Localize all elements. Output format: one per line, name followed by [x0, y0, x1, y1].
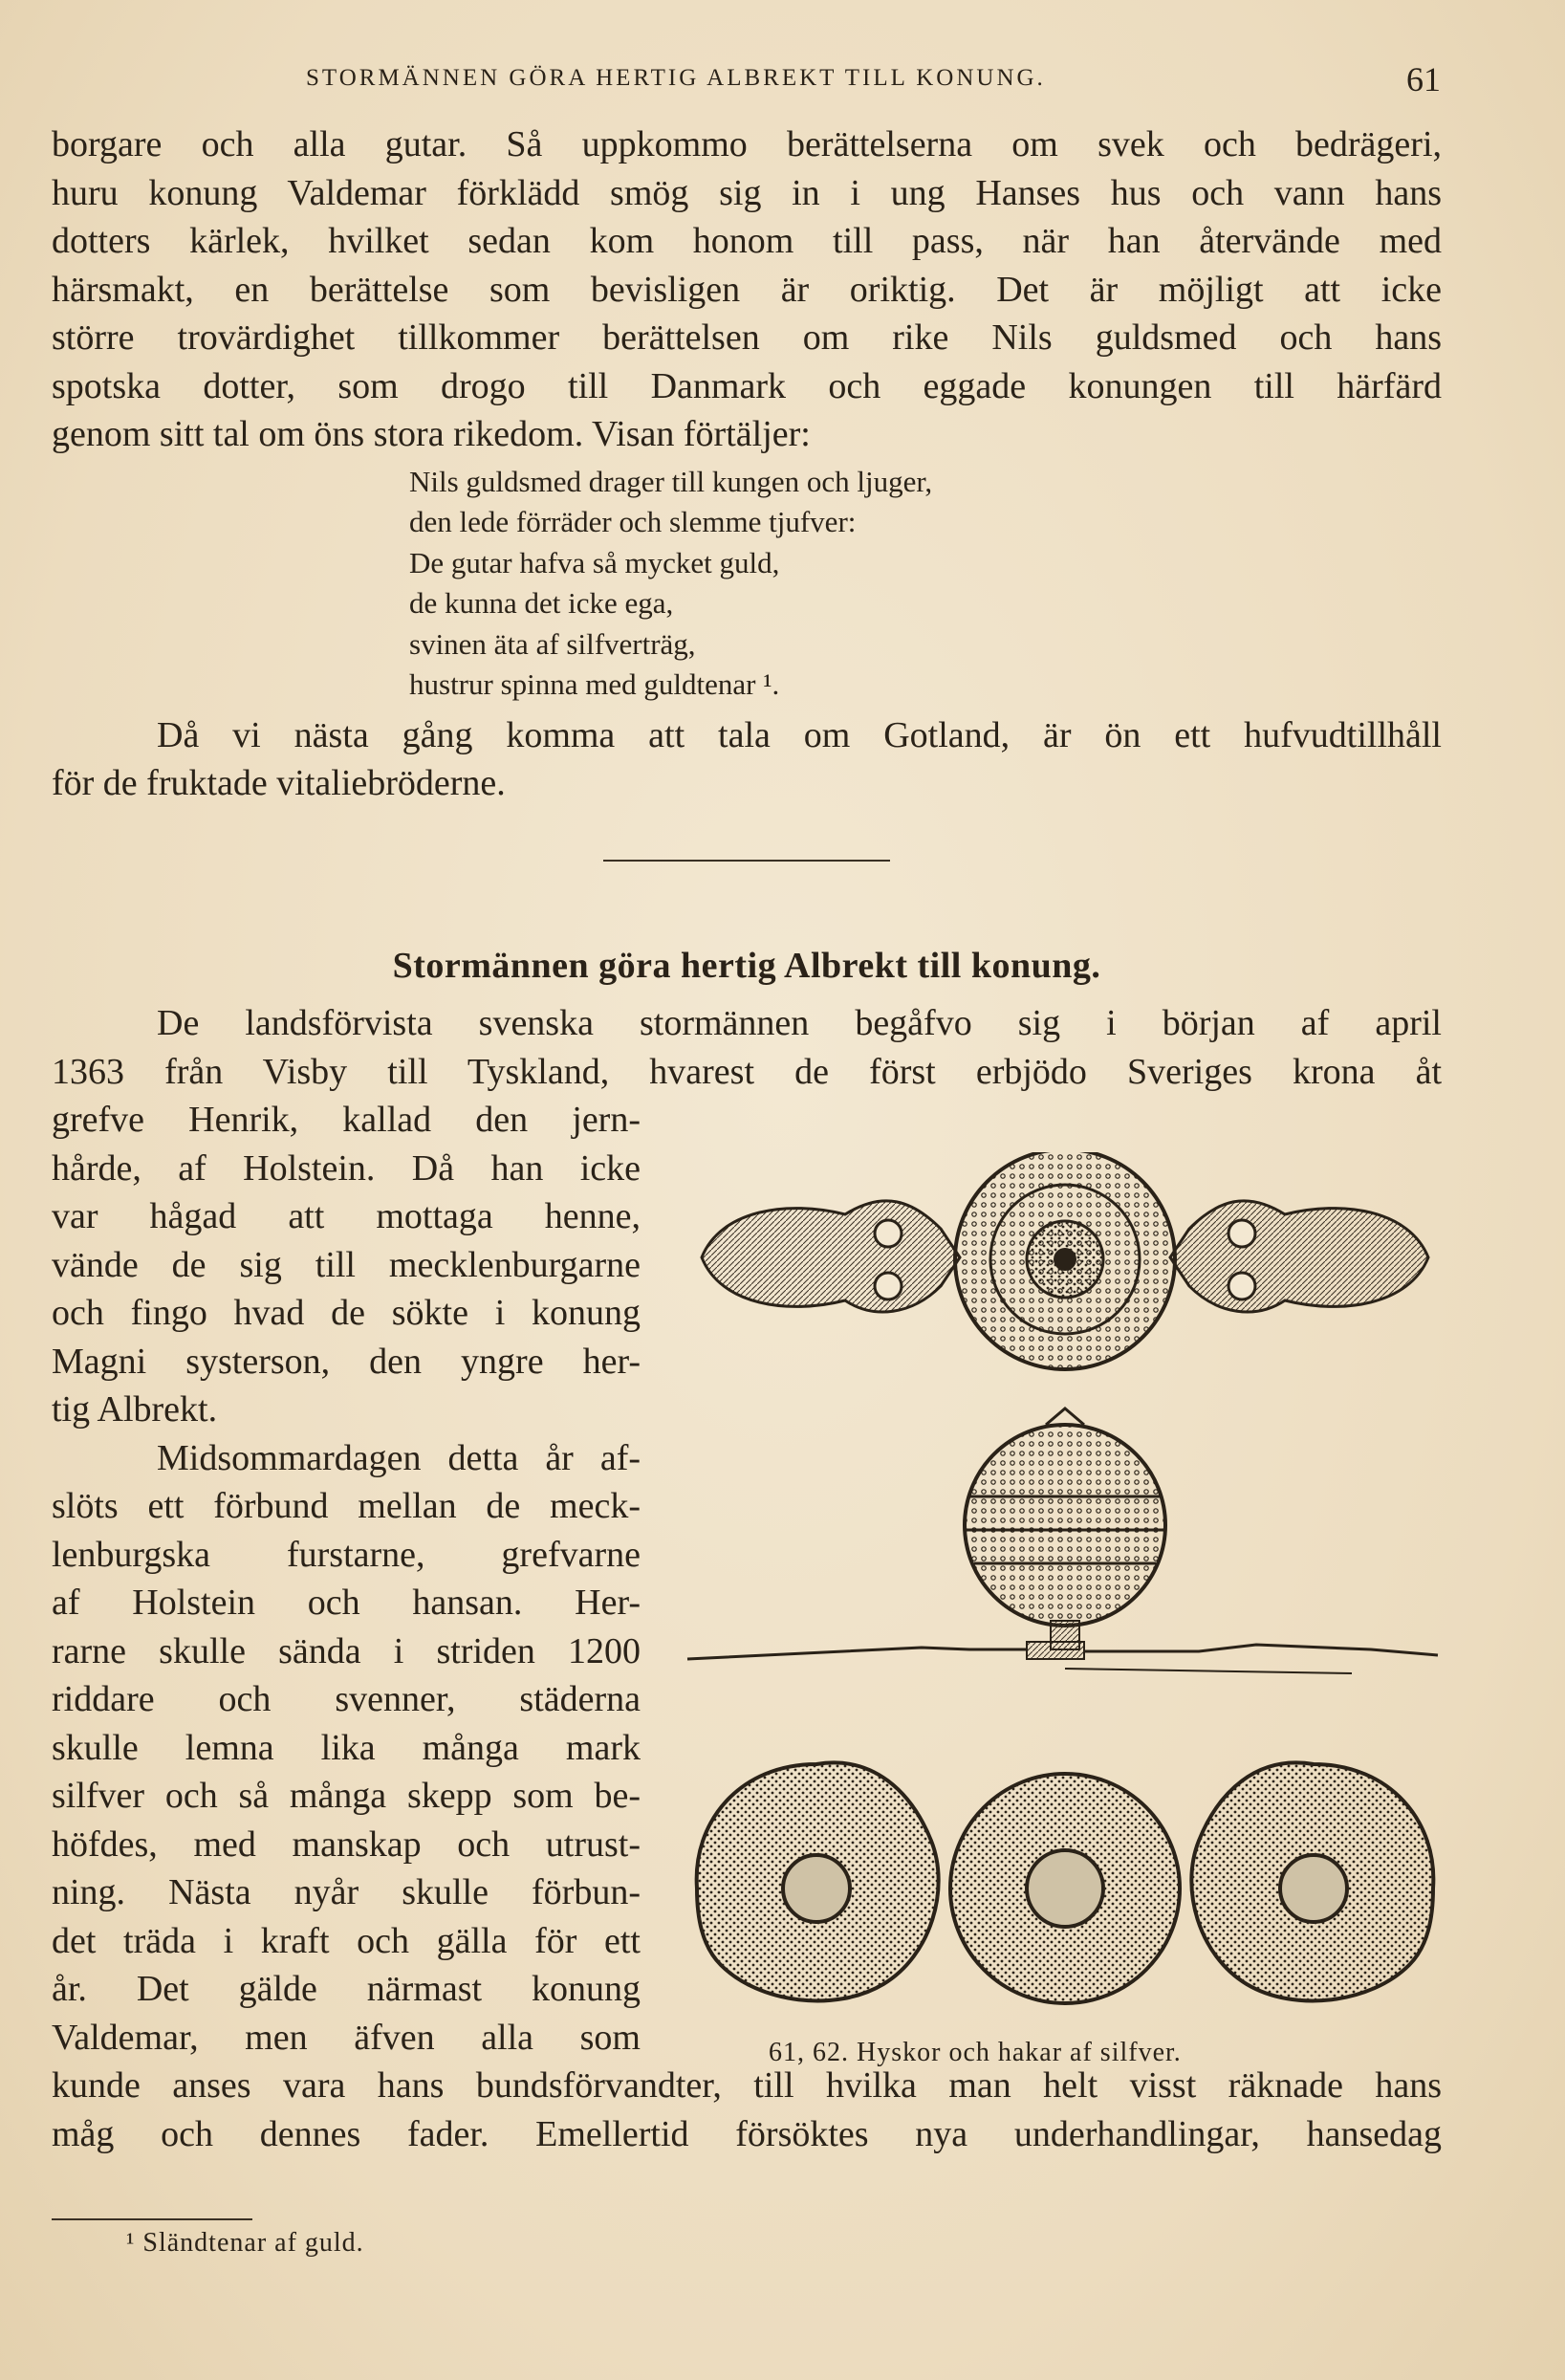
text-line: Magni systerson, den yngre her-	[52, 1341, 641, 1382]
page-number: 61	[1406, 60, 1441, 98]
text-line: tig Albrekt.	[52, 1389, 218, 1430]
text-line: riddare och svenner, städerna	[52, 1679, 641, 1719]
verse-line: hustrur spinna med guldtenar ¹.	[409, 667, 780, 701]
verse-line: den lede förräder och slemme tjufver:	[409, 505, 857, 538]
text-line: lenburgska furstarne, grefvarne	[52, 1534, 641, 1575]
upper-clasp	[702, 1152, 1428, 1369]
footnote-rule	[52, 2218, 252, 2220]
text-line: var hågad att mottaga henne,	[52, 1196, 641, 1236]
text-line: 1363 från Visby till Tyskland, hvarest de först erbjödo Sveriges krona åt	[52, 1051, 1442, 1092]
footnote-marker: ¹	[126, 2228, 136, 2258]
text-line: dotters kärlek, hvilket sedan kom honom till pass, när han återvände med	[52, 221, 1442, 261]
text-line: härsmakt, en berättelse som bevisligen är oriktig. Det är möjligt att icke	[52, 269, 1442, 310]
verse-line: Nils guldsmed drager till kungen och ljuger,	[409, 464, 933, 498]
paragraph-4-continued	[52, 2062, 1442, 2158]
text-line: måg och dennes fader. Emellertid försöktes nya underhandlingar, hansedag	[52, 2113, 1442, 2154]
figure-caption: 61, 62. Hyskor och hakar af silfver.	[769, 2038, 1182, 2067]
verse-line: De gutar hafva så mycket guld,	[409, 545, 780, 579]
section-heading: Stormännen göra hertig Albrekt till konung.	[392, 945, 1101, 986]
text-line: spotska dotter, som drogo till Danmark och eggade konungen till härfärd	[52, 365, 1442, 406]
text-line: Midsommardagen detta år af-	[157, 1437, 641, 1478]
running-head-title: STORMÄNNEN GÖRA HERTIG ALBREKT TILL KONUNG.	[306, 65, 1046, 91]
text-line: De landsförvista svenska stormännen begåfvo sig i början af april	[157, 1003, 1442, 1043]
text-line: det träda i kraft och gälla för ett	[52, 1920, 641, 1961]
text-line: vände de sig till mecklenburgarne	[52, 1244, 641, 1285]
text-line: slöts ett förbund mellan de meck-	[52, 1486, 641, 1526]
lower-clasp	[697, 1762, 1434, 2003]
verse-line: de kunna det icke ega,	[409, 586, 674, 620]
running-head	[0, 59, 1565, 98]
text-line: Då vi nästa gång komma att tala om Gotland, är ön ett hufvudtillhåll	[157, 714, 1442, 755]
section-divider	[603, 860, 890, 862]
text-line: större trovärdighet tillkommer berättelsen om rike Nils guldsmed och hans	[52, 317, 1442, 358]
text-line: skulle lemna lika många mark	[52, 1727, 641, 1768]
text-line: rarne skulle sända i striden 1200	[52, 1630, 641, 1671]
text-line: genom sitt tal om öns stora rikedom. Visan förtäljer:	[52, 414, 811, 454]
text-line: höfdes, med manskap och utrust-	[52, 1823, 641, 1865]
text-line: och fingo hvad de sökte i konung	[52, 1293, 641, 1333]
text-line: af Holstein och hansan. Her-	[52, 1583, 641, 1623]
text-line: hårde, af Holstein. Då han icke	[52, 1147, 641, 1189]
text-line: huru konung Valdemar förklädd smög sig in i ung Hanses hus och vann hans	[52, 172, 1442, 213]
paragraph-2	[52, 711, 1442, 808]
text-line: kunde anses vara hans bundsförvandter, till hvilka man helt visst räknade hans	[52, 2065, 1442, 2106]
footnote-text: Sländtenar af guld.	[142, 2228, 364, 2258]
paragraph-4	[52, 1434, 641, 2063]
verse-quotation	[409, 462, 1442, 706]
text-line: år. Det gälde närmast konung	[52, 1969, 641, 2009]
text-line: för de fruktade vitaliebröderne.	[52, 763, 506, 803]
text-line: grefve Henrik, kallad den jern-	[52, 1100, 641, 1140]
text-line: borgare och alla gutar. Så uppkommo berättelserna om svek och bedrägeri,	[52, 124, 1442, 164]
footnote	[126, 2228, 364, 2259]
silver-clasps-illustration	[683, 1152, 1447, 2070]
middle-clasp	[687, 1408, 1438, 1673]
paragraph-1	[52, 120, 1442, 459]
text-line: Valdemar, men äfven alla som	[52, 2017, 641, 2058]
verse-line: svinen äta af silfverträg,	[409, 626, 696, 661]
narrow-column	[52, 1096, 641, 1434]
text-line: ning. Nästa nyår skulle förbun-	[52, 1872, 641, 1912]
text-line: silfver och så många skepp som be-	[52, 1776, 641, 1816]
